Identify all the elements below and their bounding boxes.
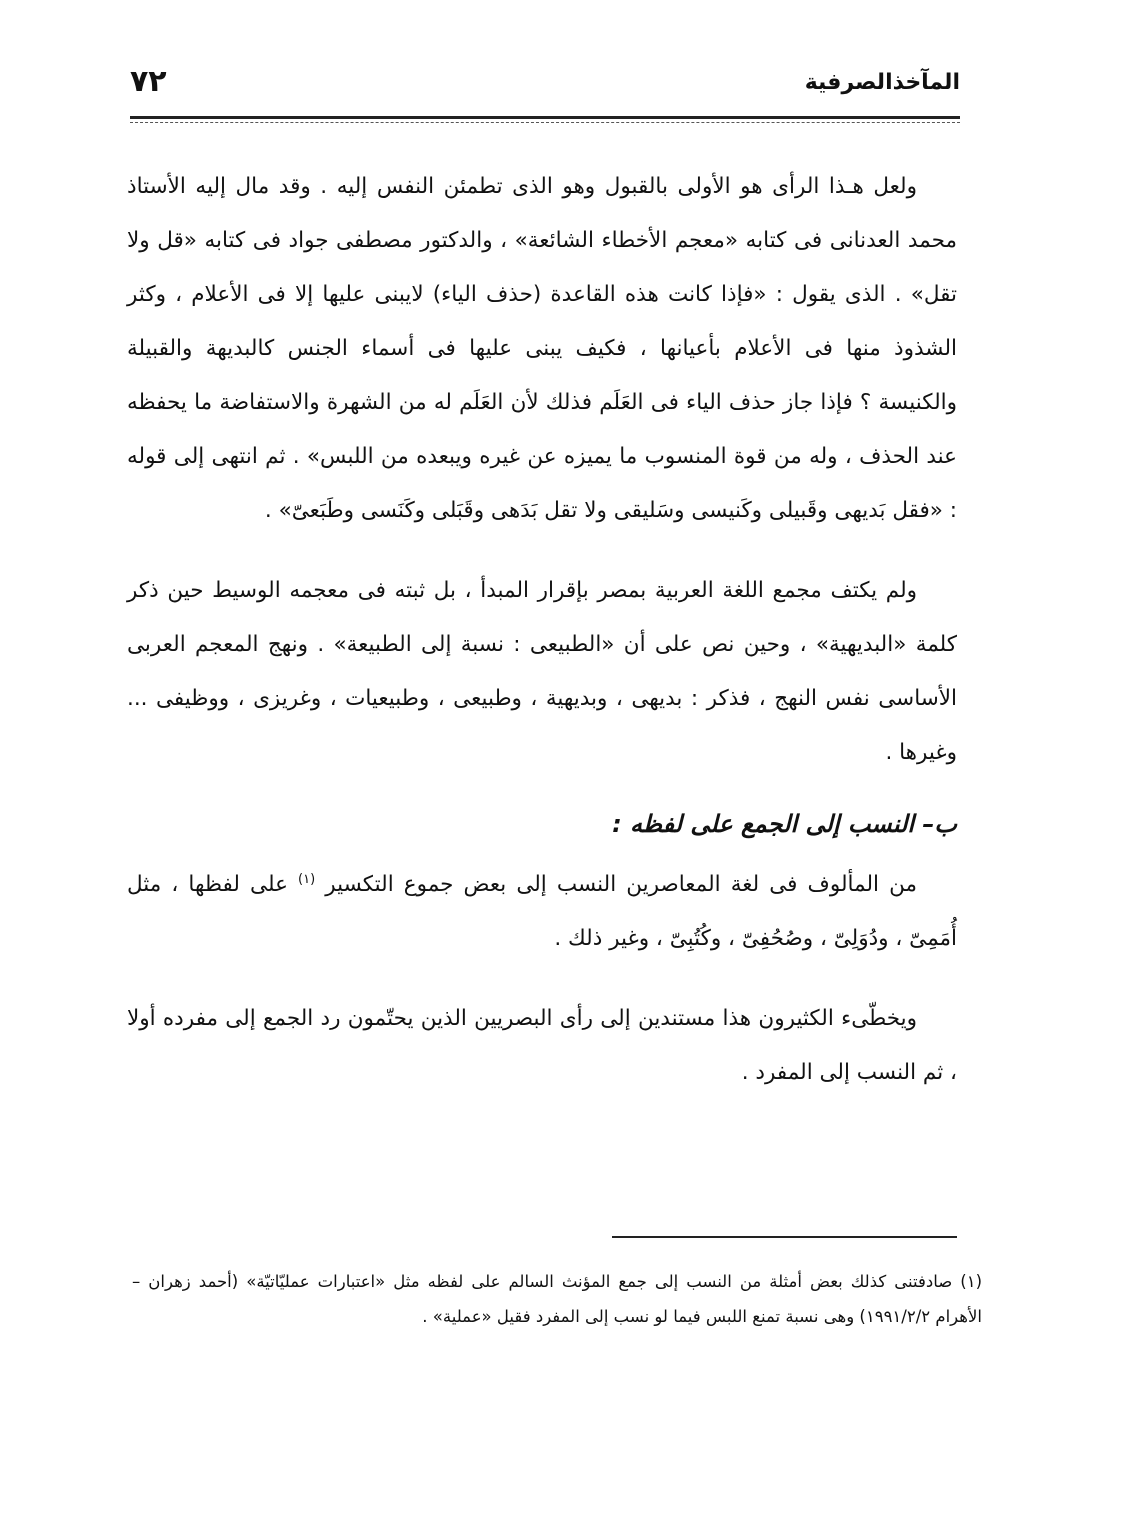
paragraph-3-text-end: على لفظها ، مثل أُمَمِىّ ، ودُوَلِىّ ، وصُحُفِىّ ، وكُتُبِىّ ، وغير ذلك . (127, 872, 957, 951)
footnote-marker: (١) (960, 1272, 982, 1291)
footnote-text: صادفتنى كذلك بعض أمثلة من النسب إلى جمع المؤنث السالم على لفظه مثل «اعتبارات عمليّاتيّة» (أحمد زهران – الأهرام ١٩٩١/٢/٢) وهى نسبة تمنع اللبس فيما لو نسب إلى المفرد فقيل «عملية» . (132, 1272, 982, 1326)
footnote-reference: (١) (298, 871, 316, 887)
section-heading: ب– النسب إلى الجمع على لفظه : (612, 810, 957, 838)
main-text (127, 160, 957, 1100)
paragraph-3-text-start: من المألوف فى لغة المعاصرين النسب إلى بعض جموع التكسير (325, 872, 917, 897)
paragraph-2: ولم يكتف مجمع اللغة العربية بمصر بإقرار المبدأ ، بل ثبته فى معجمه الوسيط حين ذكر كلمة «البديهية» ، وحين نص على أن «الطبيعى : نسبة إلى الطبيعة» . ونهج المعجم العربى الأساسى نفس النهج ، فذكر : بديهى ، وبديهية ، وطبيعى ، وطبيعيات ، وغريزى ، ووظيفى ... وغيرها . (127, 578, 957, 765)
footnote (132, 1264, 982, 1334)
header-rule (130, 116, 960, 119)
running-title: المآخذالصرفية (804, 70, 960, 95)
paragraph-3 (127, 858, 957, 966)
paragraph-1: ولعل هـذا الرأى هو الأولى بالقبول وهو الذى تطمئن النفس إليه . وقد مال إليه الأستاذ محمد العدنانى فى كتابه «معجم الأخطاء الشائعة» ، والدكتور مصطفى جواد فى كتابه «قل ولا تقل» . الذى يقول : «فإذا كانت هذه القاعدة (حذف الياء) لايبنى عليها إلا فى الأعلام ، وكثر الشذوذ منها فى الأعلام بأعيانها ، فكيف يبنى عليها فى أسماء الجنس كالبديهة والقبيلة والكنيسة ؟ فإذا جاز حذف الياء فى العَلَم فذلك لأن العَلَم له من الشهرة والاستفاضة ما يحفظه عند الحذف ، وله من قوة المنسوب ما يميزه عن غيره ويبعده من اللبس» . ثم انتهى إلى قوله : «فقل بَديهى وقَبيلى وكَنيسى وسَليقى ولا تقل بَدَهى وقَبَلى وكَنَسى وطَبَعىّ» . (127, 174, 957, 523)
footnote-separator (612, 1236, 957, 1238)
page-number: ٧٢ (130, 64, 167, 99)
header-rule-dashed (130, 122, 960, 123)
paragraph-4: ويخطّىء الكثيرون هذا مستندين إلى رأى البصريين الذين يحتّمون رد الجمع إلى مفرده أولا ، ثم النسب إلى المفرد . (127, 1006, 957, 1085)
running-header (130, 64, 960, 114)
